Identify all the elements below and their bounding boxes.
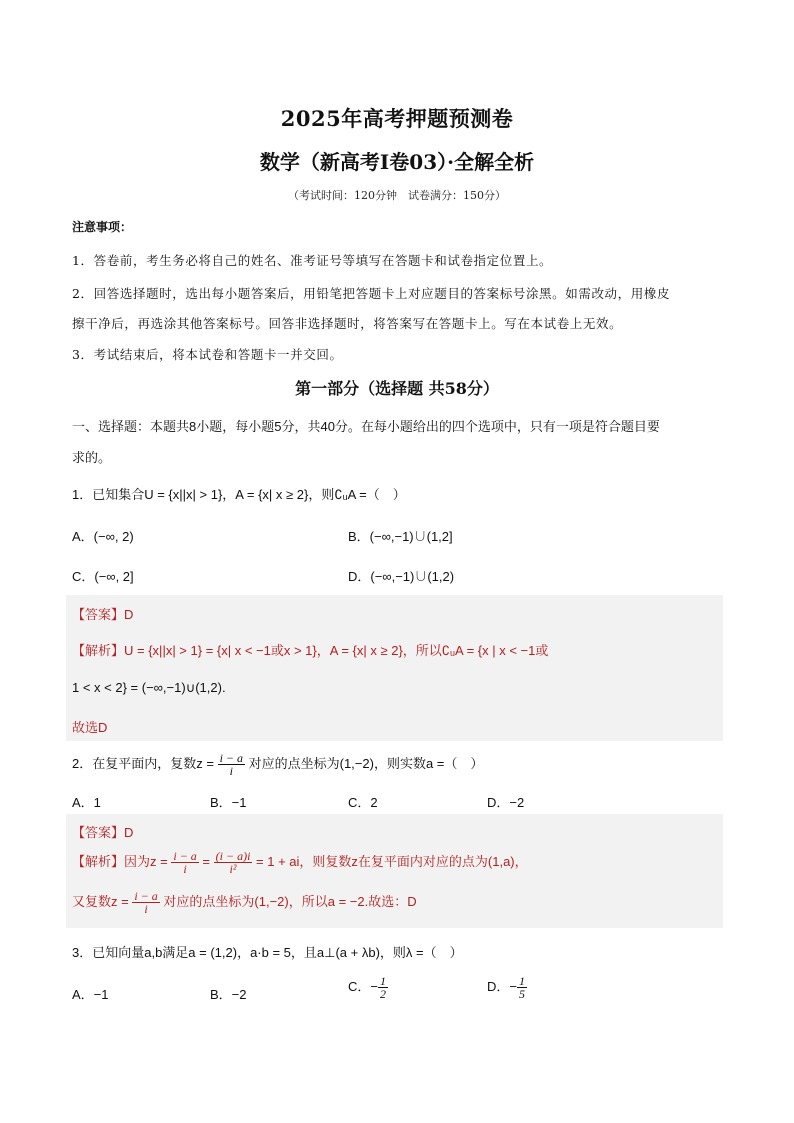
q2-stem	[72, 752, 483, 777]
q2-a-frac1-num: i − a	[173, 849, 197, 863]
notice-item-2-cont: 擦干净后，再选涂其他答案标号。回答非选择题时，将答案写在答题卡上。写在本试卷上无效。	[72, 316, 623, 331]
q1-solution-box	[66, 595, 723, 741]
q3-option-d-prefix: D．−	[487, 978, 517, 994]
q3-d-den: 5	[518, 987, 525, 1001]
q2-frac-den: i	[229, 764, 233, 778]
q1-analysis-cont: 1 < x < 2} = (−∞,−1)∪(1,2).	[72, 680, 226, 695]
q3-option-c-fraction	[378, 975, 388, 1000]
q2-answer-value: D	[124, 825, 134, 840]
q1-answer	[72, 604, 133, 623]
q3-stem: 3．已知向量a,b满足a = (1,2)，a·b = 5，且a⊥(a + λb)，则λ =（ ）	[72, 945, 463, 960]
part1-heading: 第一部分（选择题 共58分）	[295, 379, 499, 398]
q2-answer	[72, 822, 133, 841]
q2-analysis-fraction-3	[132, 890, 159, 915]
q3-option-d-fraction	[517, 975, 527, 1000]
q1-option-c: C．(−∞, 2]	[72, 569, 134, 584]
part1-instruction-cont: 求的。	[72, 450, 112, 465]
q2-analysis-fraction-2	[214, 850, 253, 875]
q2-analysis-fraction-1	[171, 850, 198, 875]
q1-stem: 1．已知集合U = {x||x| > 1}，A = {x| x ≥ 2}，则∁ᵤA =（ ）	[72, 487, 406, 502]
exam-info: （考试时间：120分钟 试卷满分：150分）	[288, 189, 506, 202]
q2-analysis-d: 对应的点坐标为(1,−2)，所以a = −2.故选：	[163, 893, 408, 909]
q2-option-c: C．2	[348, 795, 378, 810]
q2-analysis-cont	[72, 890, 417, 915]
q3-c-den: 2	[379, 987, 386, 1001]
q2-analysis-eq: =	[202, 853, 211, 869]
q1-analysis-label: 【解析】	[72, 643, 125, 658]
q3-option-c	[348, 975, 388, 1000]
q2-stem-fraction	[218, 752, 245, 777]
q2-analysis-b: = 1 + ai，则复数z在复平面内对应的点为(1,a)，	[256, 853, 528, 869]
notice-item-1: 1．答卷前，考生务必将自己的姓名、准考证号等填写在答题卡和试卷指定位置上。	[72, 253, 553, 268]
exam-subtitle: 数学（新高考Ⅰ卷03）·全解全析	[259, 150, 535, 174]
q2-analysis-d-answer: D	[407, 893, 417, 909]
q2-a-frac1-den: i	[183, 862, 187, 876]
exam-title: 2025年高考押题预测卷	[280, 106, 514, 131]
q2-analysis	[72, 850, 528, 875]
q2-frac-num: i − a	[219, 751, 243, 765]
notice-item-3: 3．考试结束后，将本试卷和答题卡一并交回。	[72, 347, 343, 362]
notice-item-2: 2．回答选择题时，选出每小题答案后，用铅笔把答题卡上对应题目的答案标号涂黑。如需改动，用橡皮	[72, 286, 671, 301]
q1-option-b: B．(−∞,−1)∪(1,2]	[348, 529, 453, 544]
q2-stem-pre: 2．在复平面内，复数z =	[72, 755, 214, 771]
q1-analysis	[72, 640, 548, 659]
notice-heading: 注意事项：	[72, 220, 133, 234]
q2-answer-label: 【答案】	[72, 825, 125, 840]
q2-option-b: B．−1	[210, 795, 247, 810]
q1-answer-value: D	[124, 607, 134, 622]
q3-option-d	[487, 975, 527, 1000]
q1-option-d: D．(−∞,−1)∪(1,2)	[348, 569, 455, 584]
part1-instruction: 一、选择题：本题共8小题，每小题5分，共40分。在每小题给出的四个选项中，只有一项是符合题目要	[72, 419, 660, 434]
q2-c-frac-den: i	[144, 902, 148, 916]
q2-option-a: A．1	[72, 795, 101, 810]
q1-analysis-text: U = {x||x| > 1} = {x| x < −1或x > 1}，A = {x| x ≥ 2}，所以∁ᵤA = {x | x < −1或	[124, 643, 549, 658]
q2-a-frac2-den: i²	[229, 862, 237, 876]
q3-c-num: 1	[379, 974, 386, 988]
q3-option-c-prefix: C．−	[348, 978, 378, 994]
q1-option-a: A．(−∞, 2)	[72, 529, 134, 544]
q2-c-frac-num: i − a	[134, 889, 158, 903]
q2-analysis-c: 又复数z =	[72, 893, 129, 909]
q2-analysis-a: 因为z =	[124, 853, 168, 869]
q3-option-b: B．−2	[210, 987, 247, 1002]
q3-option-a: A．−1	[72, 987, 109, 1002]
q3-d-num: 1	[518, 974, 525, 988]
q2-analysis-label: 【解析】	[72, 853, 125, 869]
q2-stem-post: 对应的点坐标为(1,−2)，则实数a =（ ）	[248, 755, 484, 771]
q1-answer-label: 【答案】	[72, 607, 125, 622]
q1-conclusion: 故选D	[72, 720, 108, 735]
q2-option-d: D．−2	[487, 795, 525, 810]
q2-a-frac2-num: (i − a)i	[215, 849, 251, 863]
